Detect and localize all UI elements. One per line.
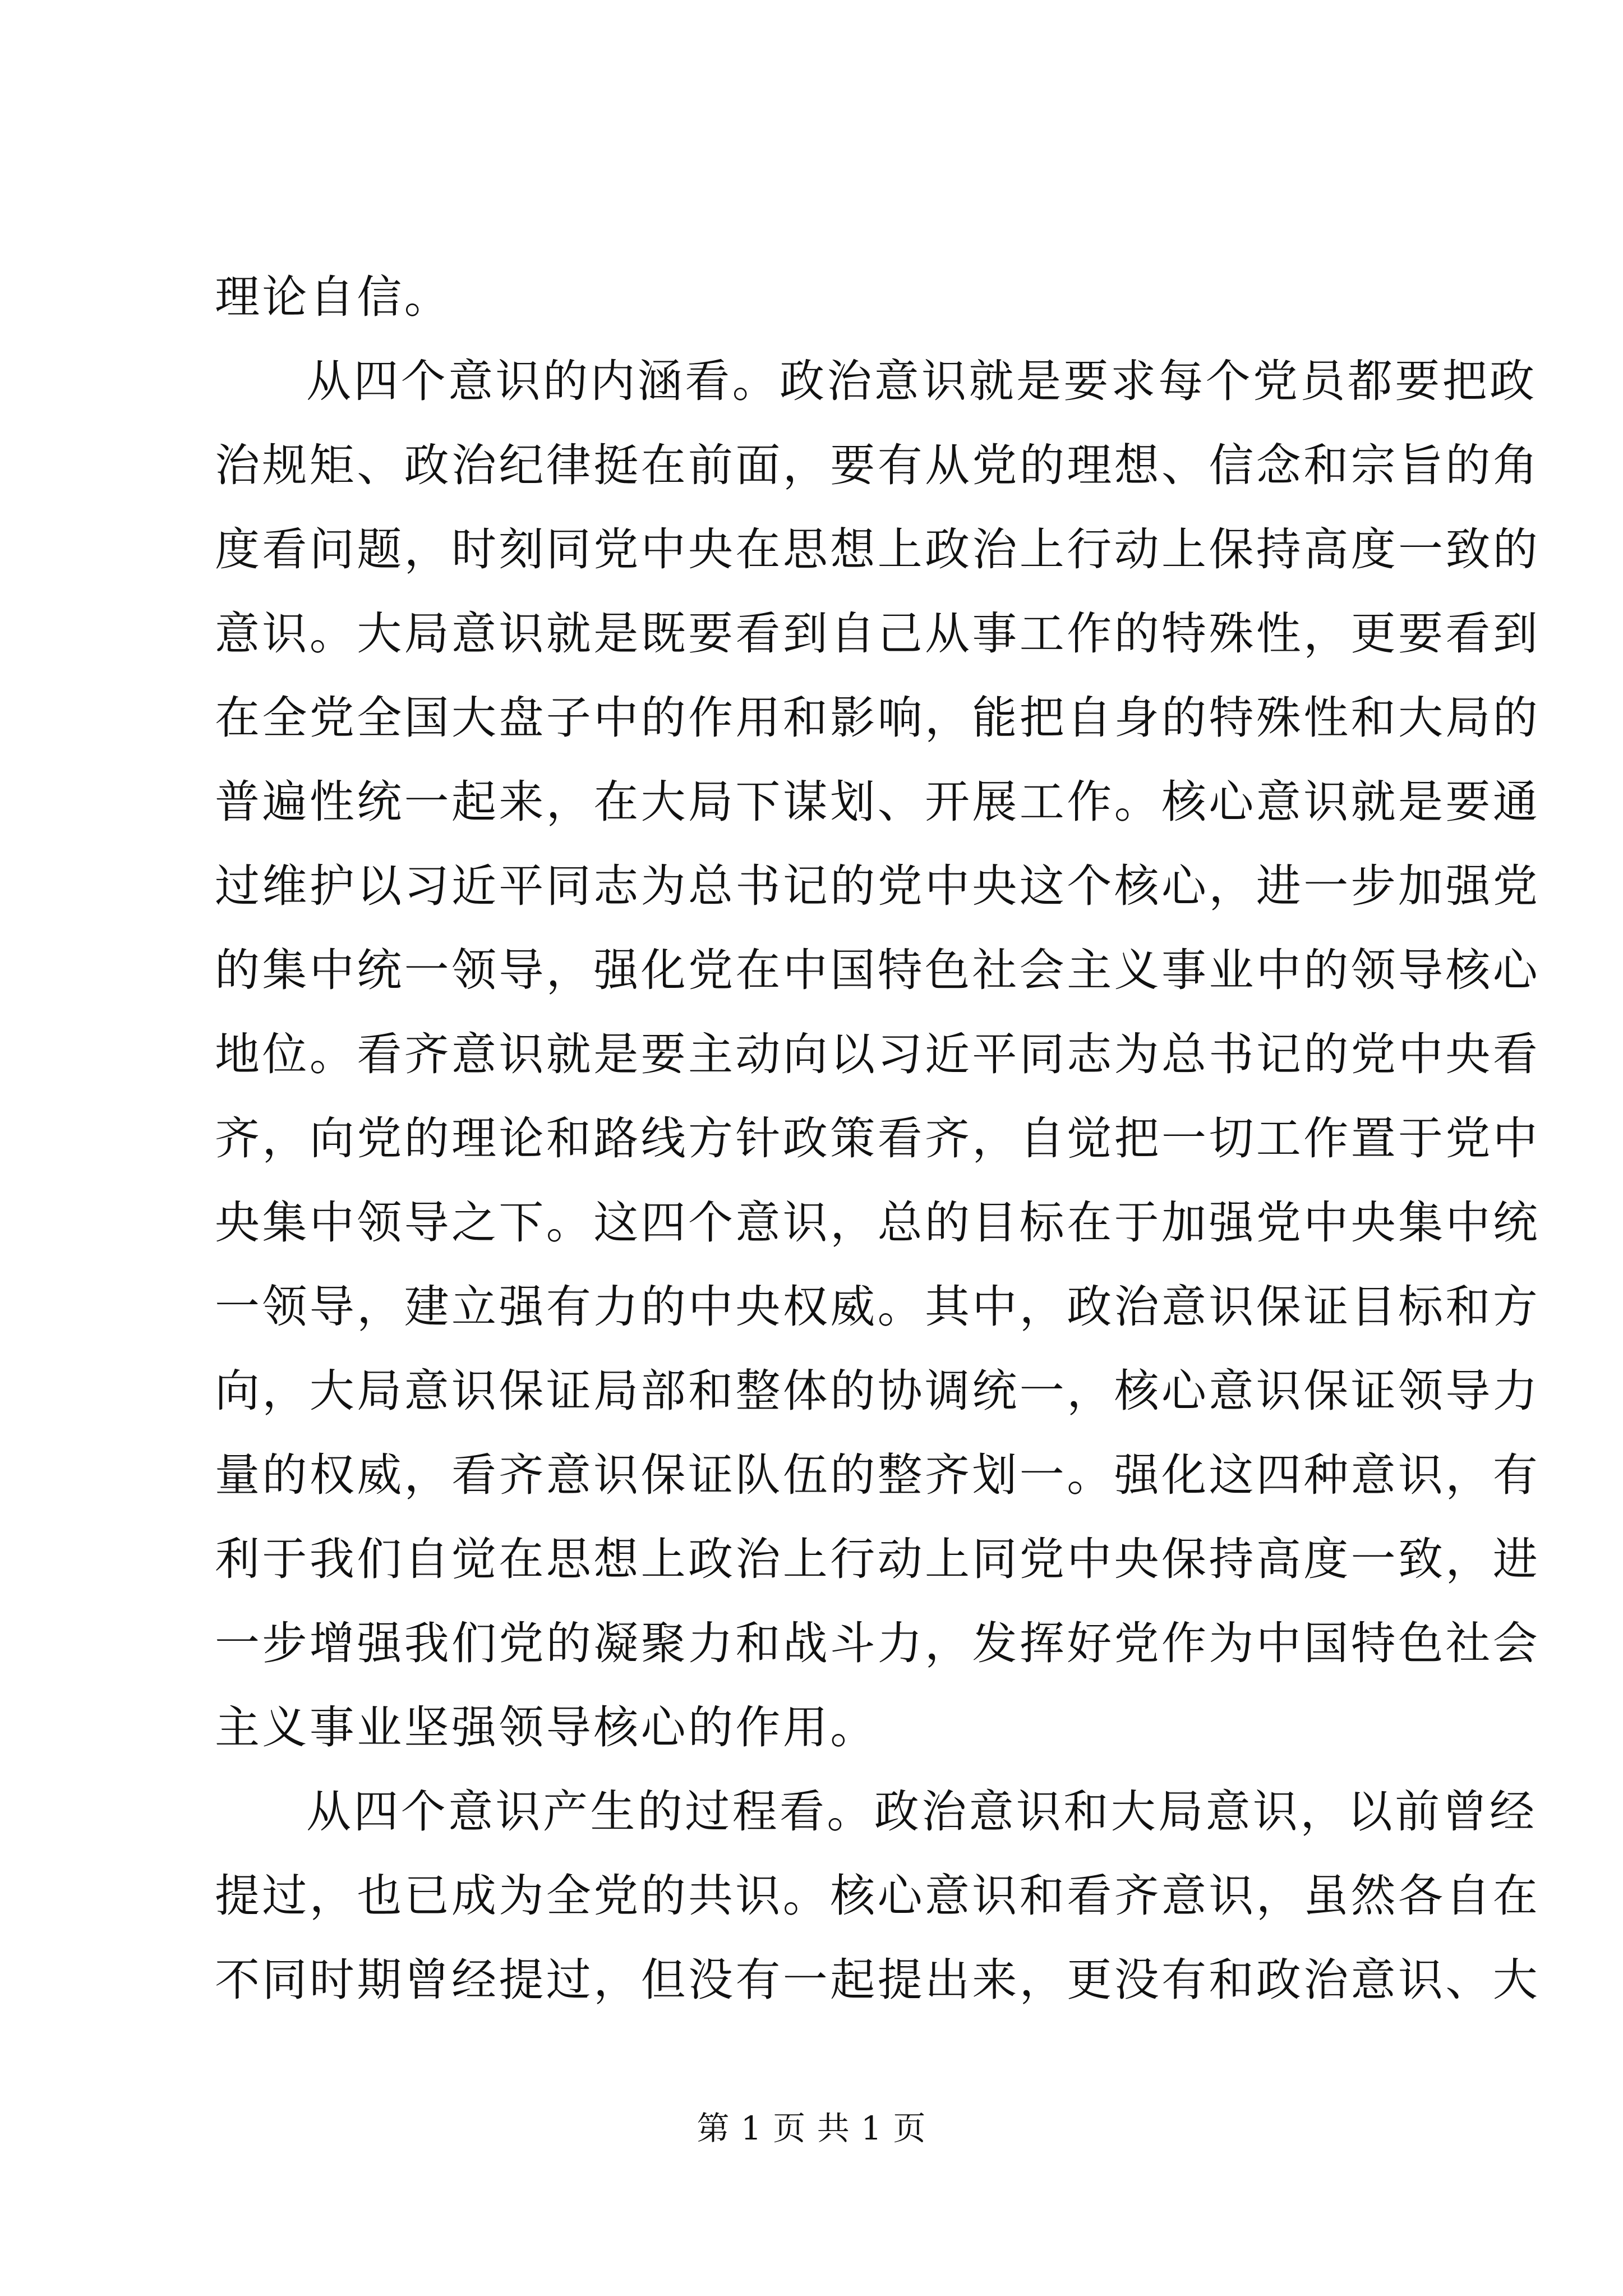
text-line: 提过，也已成为全党的共识。核心意识和看齐意识，虽然各自在 [215,1870,1541,1922]
text-line: 理论自信。 [215,271,451,323]
text-line: 主义事业坚强领导核心的作用。 [215,1701,878,1754]
text-line: 利于我们自觉在思想上政治上行动上同党中央保持高度一致，进 [215,1533,1541,1585]
page-footer: 第 1 页 共 1 页 [697,2109,926,2147]
text-line: 过维护以习近平同志为总书记的党中央这个核心，进一步加强党 [215,860,1541,912]
text-line: 从四个意识产生的过程看。政治意识和大局意识，以前曾经 [306,1786,1537,1838]
text-line: 向，大局意识保证局部和整体的协调统一，核心意识保证领导力 [215,1365,1541,1417]
text-line: 在全党全国大盘子中的作用和影响，能把自身的特殊性和大局的 [215,692,1541,744]
text-line: 一步增强我们党的凝聚力和战斗力，发挥好党作为中国特色社会 [215,1617,1541,1669]
text-line: 普遍性统一起来，在大局下谋划、开展工作。核心意识就是要通 [215,776,1541,828]
text-line: 量的权威，看齐意识保证队伍的整齐划一。强化这四种意识，有 [215,1449,1541,1501]
text-line: 治规矩、政治纪律挺在前面，要有从党的理想、信念和宗旨的角 [215,439,1541,491]
text-line: 一领导，建立强有力的中央权威。其中，政治意识保证目标和方 [215,1281,1541,1333]
text-line: 央集中领导之下。这四个意识，总的目标在于加强党中央集中统 [215,1197,1541,1249]
text-line: 的集中统一领导，强化党在中国特色社会主义事业中的领导核心 [215,944,1541,996]
text-line: 意识。大局意识就是既要看到自己从事工作的特殊性，更要看到 [215,608,1541,660]
text-line: 不同时期曾经提过，但没有一起提出来，更没有和政治意识、大 [215,1954,1541,2006]
text-line: 从四个意识的内涵看。政治意识就是要求每个党员都要把政 [306,355,1537,407]
text-line: 度看问题，时刻同党中央在思想上政治上行动上保持高度一致的 [215,523,1541,576]
text-line: 地位。看齐意识就是要主动向以习近平同志为总书记的党中央看 [215,1028,1541,1080]
text-line: 齐，向党的理论和路线方针政策看齐，自觉把一切工作置于党中 [215,1112,1541,1165]
